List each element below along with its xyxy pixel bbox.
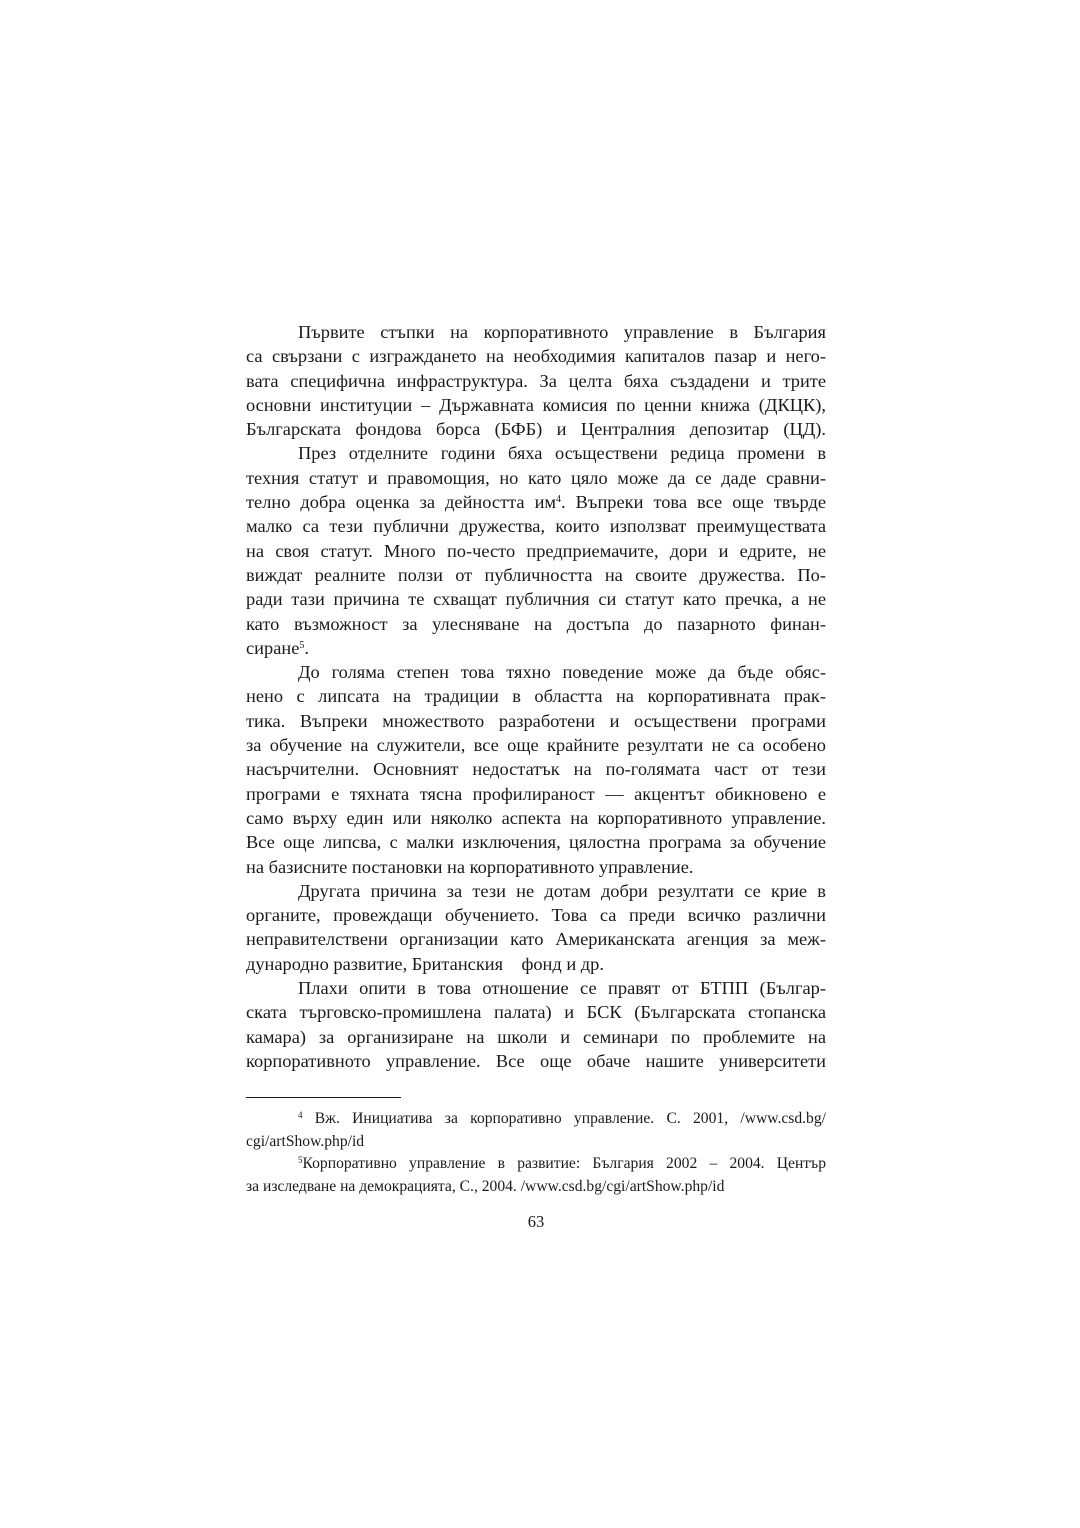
text-line: камара) за организиране на школи и семинари по проблемите на: [246, 1026, 826, 1047]
paragraph-2: [246, 441, 826, 660]
text-line: само върху един или няколко аспекта на корпоративното управление.: [246, 807, 826, 828]
text-line: техния статут и правомощия, но като цяло може да се даде сравни-: [246, 467, 826, 488]
text-line: са свързани с изграждането на необходимия капиталов пазар и него-: [246, 346, 826, 367]
footnotes: [246, 1108, 826, 1198]
text-line: Другата причина за тези не дотам добри резултати се крие в: [298, 880, 826, 901]
footnote-separator: [246, 1097, 401, 1098]
text-line: на своя статут. Много по-често предприемачите, дори и едрите, не: [246, 540, 826, 561]
text-line: ради тази причина те схващат публичния си статут като пречка, а не: [246, 589, 826, 610]
text-line: органите, провеждащи обучението. Това са преди всичко различни: [246, 905, 826, 926]
paragraph-3: [246, 660, 826, 879]
text-segment: сиране: [246, 637, 300, 658]
text-segment: .: [304, 637, 309, 658]
text-line: До голяма степен това тяхно поведение може да бъде обяс-: [298, 662, 826, 683]
text-line: Все още липсва, с малки изключения, цялостна програма за обучение: [246, 832, 826, 853]
footnote-line: [246, 1108, 826, 1131]
text-segment: телно добра оценка за дейността им: [246, 492, 557, 513]
text-line: като възможност за улесняване на достъпа до пазарното финан-: [246, 613, 826, 634]
text-line: програми е тяхната тясна профилираност — акцентът обикновено е: [246, 783, 826, 804]
footnote-4: [246, 1108, 826, 1153]
text-line-with-footnote: [246, 636, 826, 660]
footnote-5: [246, 1153, 826, 1198]
text-line: за обучение на служители, все още крайните резултати не са особено: [246, 735, 826, 756]
text-line: Плахи опити в това отношение се правят от БТПП (Българ-: [298, 978, 826, 999]
footnote-text: Вж. Инициатива за корпоративно управление. С. 2001, /www.csd.bg/: [314, 1110, 826, 1128]
page-number: 63: [527, 1212, 545, 1232]
text-line: ската търговско-промишлена палата) и БСК (Българската стопанска: [246, 1002, 826, 1023]
main-text: [246, 320, 826, 1073]
footnote-line: cgi/artShow.php/id: [246, 1132, 365, 1150]
text-line-with-footnote: [246, 490, 826, 514]
page-body: [246, 320, 826, 1232]
text-line: Българската фондова борса (БФБ) и Централния депозитар (ЦД).: [246, 419, 826, 440]
text-line: корпоративното управление. Все още обаче нашите университети: [246, 1050, 826, 1071]
text-line: дународно развитие, Британския фонд и др.: [246, 953, 604, 974]
text-line: тика. Въпреки множеството разработени и осъществени програми: [246, 710, 826, 731]
paragraph-4: [246, 879, 826, 976]
footnote-ref-4: 4: [556, 494, 562, 506]
paragraph-1: [246, 320, 826, 441]
text-line: основни институции – Държавната комисия по ценни книжа (ДКЦК),: [246, 394, 826, 415]
paragraph-5: [246, 976, 826, 1073]
text-line: През отделните години бяха осъществени редица промени в: [298, 443, 826, 464]
text-line: неправителствени организации като Американската агенция за меж-: [246, 929, 826, 950]
footnote-number: 5: [298, 1155, 303, 1166]
text-segment: . Въпреки това все още твърде: [561, 492, 826, 513]
text-line: вата специфична инфраструктура. За целта бяха създадени и трите: [246, 370, 826, 391]
footnote-text: Корпоративно управление в развитие: България 2002 – 2004. Център: [302, 1155, 826, 1173]
text-line: на базисните постановки на корпоративното управление.: [246, 856, 694, 877]
text-line: Първите стъпки на корпоративното управление в България: [298, 322, 826, 342]
text-line: виждат реалните ползи от публичността на своите дружества. По-: [246, 564, 826, 585]
text-line: насърчителни. Основният недостатък на по-голямата част от тези: [246, 759, 826, 780]
footnote-ref-5: 5: [299, 639, 305, 651]
footnote-number: 4: [298, 1110, 303, 1121]
text-line: нено с липсата на традиции в областта на корпоративната прак-: [246, 686, 826, 707]
footnote-line: [246, 1153, 826, 1176]
footnote-line: за изследване на демокрацията, С., 2004. /www.csd.bg/cgi/artShow.php/id: [246, 1177, 725, 1195]
text-line: малко са тези публични дружества, които използват преимуществата: [246, 516, 826, 537]
